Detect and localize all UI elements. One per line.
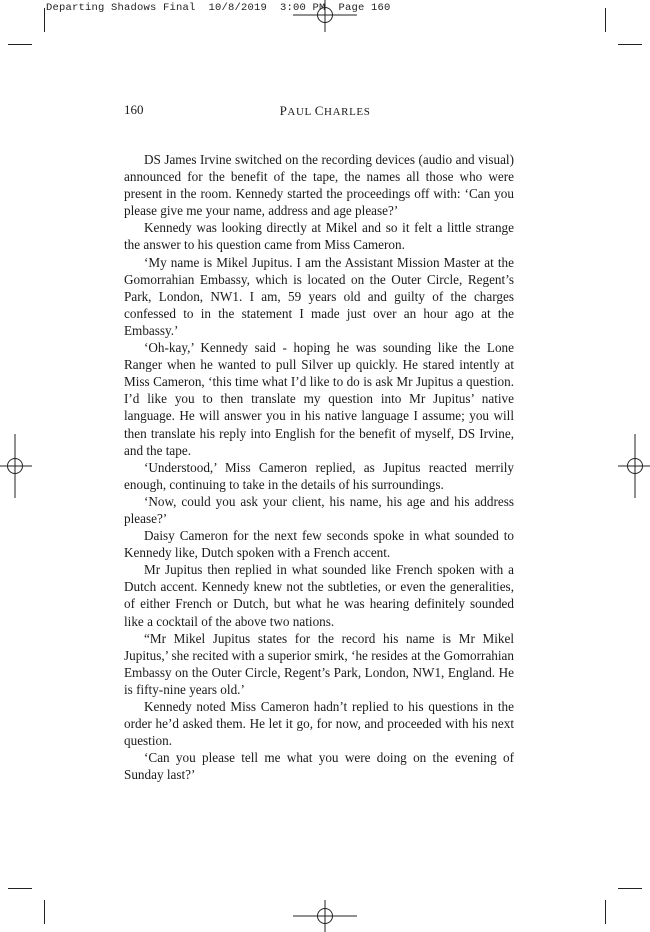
author-first-rest: AUL xyxy=(287,106,312,118)
paragraph: Kennedy was looking directly at Mikel and so it felt a little strange the answer to his question came from Miss Cameron. xyxy=(124,220,514,253)
crop-mark-top-left-horizontal xyxy=(8,44,32,45)
paragraph: ‘Understood,’ Miss Cameron replied, as Jupitus reacted merrily enough, continuing to take in the details of his surroundings. xyxy=(124,459,514,492)
crop-mark-bottom-right-horizontal xyxy=(618,888,642,889)
paragraph: Daisy Cameron for the next few seconds spoke in what sounded to Kennedy like, Dutch spoken with a French accent. xyxy=(124,528,514,561)
author-last-rest: HARLES xyxy=(324,106,371,118)
printer-slug-line: Departing Shadows Final 10/8/2019 3:00 PM Page 160 xyxy=(46,2,391,14)
registration-mark-left xyxy=(0,434,32,498)
paragraph: ‘Now, could you ask your client, his name, his age and his address please?’ xyxy=(124,493,514,526)
body-text xyxy=(124,151,514,783)
paragraph: ‘Can you please tell me what you were doing on the evening of Sunday last?’ xyxy=(124,750,514,783)
paragraph: Mr Jupitus then replied in what sounded like French spoken with a Dutch accent. Kennedy knew not the subtleties, or even the generalities, of either French or Dutch, but what he was hearing definitely sounded like a cocktail of the above two nations. xyxy=(124,562,514,629)
crop-mark-bottom-left-horizontal xyxy=(8,888,32,889)
crop-mark-bottom-left-vertical xyxy=(44,900,45,924)
author-first-initial: P xyxy=(279,103,288,118)
paragraph: DS James Irvine switched on the recording devices (audio and visual) announced for the benefit of the tape, the names all those who were present in the room. Kennedy started the proceedings off with: ‘Can you please give me your name, address and age please?’ xyxy=(124,152,514,219)
registration-mark-right xyxy=(618,434,650,498)
crop-mark-top-right-horizontal xyxy=(618,44,642,45)
crop-mark-bottom-right-vertical xyxy=(605,900,606,924)
page-number: 160 xyxy=(124,102,144,117)
registration-mark-bottom xyxy=(293,900,357,932)
crop-mark-top-right-vertical xyxy=(605,8,606,32)
paragraph: “Mr Mikel Jupitus states for the record his name is Mr Mikel Jupitus,’ she recited with a superior smirk, ‘he resides at the Gomorrahian Embassy on the Outer Circle, Regent’s Park, London, NW1, England. He is fifty-nine years old.’ xyxy=(124,630,514,697)
registration-mark-top xyxy=(293,0,357,32)
paragraph: ‘Oh-kay,’ Kennedy said - hoping he was sounding like the Lone Ranger when he wanted to pull Silver up quickly. He stared intently at Miss Cameron, ‘this time what I’d like to do is ask Mr Jupitus a question. I’d like you to then translate my question into Mr Jupitus’ native language. He will answer you in his native language I assume; you will then translate his reply into English for the benefit of myself, DS Irvine, and the tape. xyxy=(124,340,514,458)
running-header-author xyxy=(0,103,650,119)
paragraph: Kennedy noted Miss Cameron hadn’t replied to his questions in the order he’d asked them. He let it go, for now, and proceeded with his next question. xyxy=(124,699,514,749)
crop-mark-top-left-vertical xyxy=(44,8,45,32)
author-last-initial: C xyxy=(314,103,325,118)
paragraph: ‘My name is Mikel Jupitus. I am the Assistant Mission Master at the Gomorrahian Embassy, which is located on the Outer Circle, Regent’s Park, London, NW1. I am, 59 years old and guilty of the charges confessed to in the statement I made just over an hour ago at the Embassy.’ xyxy=(124,254,514,338)
